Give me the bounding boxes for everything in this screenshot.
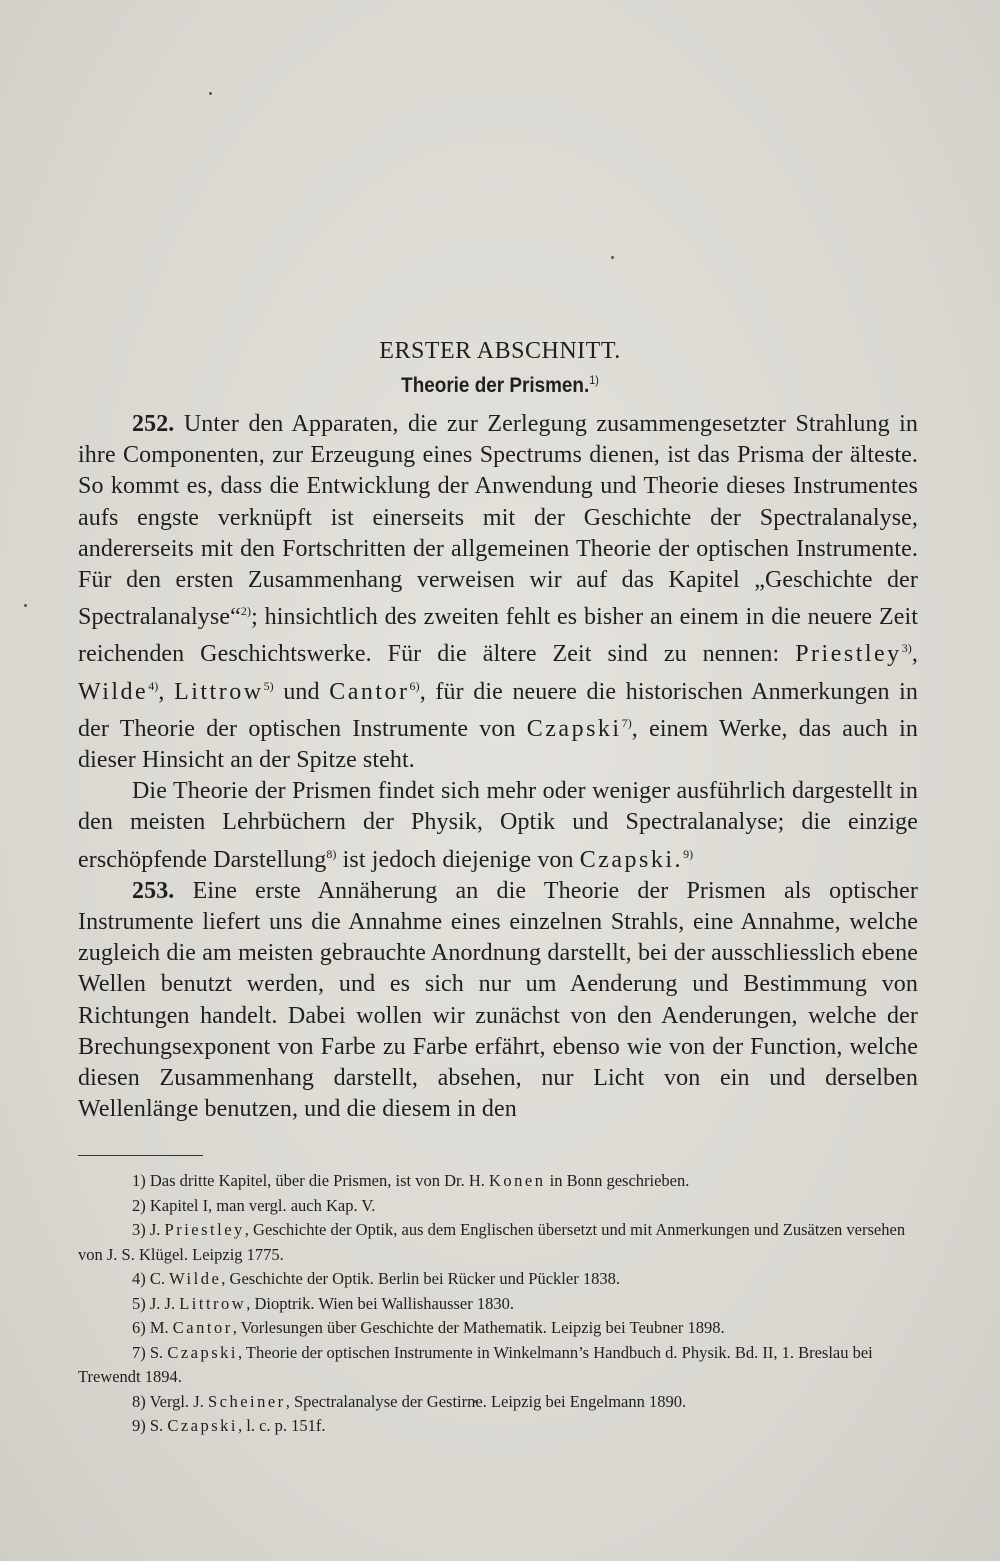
footnote-mark: 3) (132, 1220, 146, 1239)
footnotes (78, 1169, 920, 1439)
chapter-title (50, 373, 950, 398)
text-run: und (273, 678, 330, 705)
footnote-mark: 8) (132, 1391, 146, 1411)
footnote-ref: 6) (409, 678, 420, 693)
author-name: Czapski. (579, 846, 684, 873)
text-run: Unter den Apparaten, die zur Zerlegung zusammengesetzter Strahlung in ihre Componenten, zur Erzeugung eines Spectrums dienen, ist das Prisma der älteste. So kommt es, dass die Entwicklung der Anwendung und Theorie dieses Instrumentes aufs engste verknüpft ist einerseits mit der Geschichte der Spectralanalyse, andererseits mit den Fortschritten der allgemeinen Theorie der optischen Instrumente. Für den ersten Zusammenhang verweisen wir auf das Kapitel „Geschichte der Spectralanalyse“ (78, 411, 918, 631)
footnote-text: J. (145, 1220, 165, 1239)
text-run: Eine erste Annäherung an die Theorie der Prismen als optischer Instrumente liefert uns die Annahme eines einzelnen Strahls, eine Annahme, welche zugleich die am meisten gebrauchte Anordnung darstellt, bei der ausschliesslich ebene Wellen benutzt werden, und es sich nur um Aenderung und Bestimmung von Richtungen handelt. Dabei wollen wir zunächst von den Aenderungen, welche der Brechungsexponent von Farbe zu Farbe erfährt, ebenso wie von der Function, welche diesen Zusammenhang darstellt, absehen, nur Licht von ein und derselben Wellenlänge benutzen, und die diesem in den (78, 877, 918, 1123)
text-run: Die Theorie der Prismen findet sich mehr oder weniger ausführlich dargestellt in den meisten Lehrbüchern der Physik, Optik und Spectralanalyse; die einzige erschöpfende Darstellung (78, 778, 918, 873)
footnote-4 (78, 1267, 920, 1292)
section-number: 252. (132, 411, 175, 437)
footnote-2 (78, 1194, 920, 1219)
section-number: 253. (132, 877, 175, 904)
author-name: Czapski (526, 715, 622, 742)
footnote-text: Vergl. J. (145, 1391, 208, 1411)
footnote-3 (78, 1218, 920, 1267)
paragraph-252 (78, 409, 918, 776)
footnote-5 (78, 1292, 920, 1317)
footnote-1 (78, 1169, 920, 1194)
footnote-6 (78, 1316, 920, 1341)
footnote-author: Konen (489, 1171, 546, 1190)
chapter-title-text: Theorie der Prismen. (401, 374, 590, 397)
text-run: , für die neuere die historischen Anmerkungen in der Theorie der optischen Instrumente von (78, 678, 918, 742)
footnote-author: Czapski (167, 1342, 238, 1362)
footnote-text: S. (145, 1416, 168, 1435)
paper-speck (24, 604, 27, 607)
footnote-text: , Spectralanalyse der Gestirne. Leipzig bei Engelmann 1890. (285, 1391, 687, 1411)
author-name: Wilde (78, 678, 149, 705)
author-name: Priestley (795, 641, 902, 668)
footnote-ref: 9) (683, 846, 694, 861)
footnote-text: , Geschichte der Optik, aus dem Englischen übersetzt und mit Anmerkungen und Zusätzen versehen von J. S. Klügel. Leipzig 1775. (78, 1220, 906, 1264)
author-name: Cantor (329, 678, 410, 705)
footnote-mark: 2) (132, 1195, 146, 1215)
footnote-text: , l. c. p. 151f. (237, 1416, 326, 1435)
text-run: ; hinsichtlich des zweiten fehlt es bisher an einem in die neuere Zeit reichenden Geschichtswerke. Für die ältere Zeit sind zu nennen: (78, 604, 918, 668)
footnote-author: Priestley (164, 1220, 245, 1239)
footnote-text: Das dritte Kapitel, über die Prismen, ist von Dr. H. (145, 1171, 489, 1190)
footnote-text: , Dioptrik. Wien bei Wallishausser 1830. (246, 1293, 514, 1313)
footnote-mark: 5) (132, 1293, 146, 1313)
footnote-8 (78, 1390, 920, 1415)
paragraph-253 (78, 876, 918, 1126)
footnote-author: Czapski (167, 1416, 238, 1435)
paper-speck (209, 92, 212, 95)
footnote-ref: 5) (263, 678, 274, 693)
footnote-mark: 6) (132, 1318, 146, 1337)
text-run: , (911, 641, 918, 668)
footnote-author: Littrow (179, 1293, 247, 1313)
footnote-text: S. (145, 1342, 168, 1362)
footnote-ref: 1) (589, 373, 599, 387)
body-text (78, 409, 918, 1125)
footnote-text: in Bonn geschrieben. (545, 1171, 690, 1190)
footnote-ref: 3) (901, 641, 912, 656)
footnote-text: C. (145, 1269, 170, 1288)
footnote-text: Kapitel I, man vergl. auch Kap. V. (145, 1195, 376, 1215)
footnote-ref: 4) (148, 678, 159, 693)
footnote-divider (78, 1155, 203, 1156)
footnote-author: Wilde (169, 1269, 222, 1288)
footnote-author: Cantor (172, 1318, 233, 1337)
footnote-ref: 7) (621, 715, 632, 730)
footnote-7 (78, 1341, 920, 1390)
footnote-text: , Theorie der optischen Instrumente in Winkelmann’s Handbuch d. Physik. Bd. II, 1. Breslau bei Trewendt 1894. (78, 1342, 873, 1386)
footnote-mark: 9) (132, 1416, 146, 1435)
footnote-author: Scheiner (207, 1391, 286, 1411)
footnote-text: , Vorlesungen über Geschichte der Mathematik. Leipzig bei Teubner 1898. (232, 1318, 725, 1337)
footnote-mark: 1) (132, 1171, 146, 1190)
footnote-ref: 8) (326, 846, 337, 861)
footnote-ref: 2) (240, 604, 252, 619)
paragraph-252-continued (78, 776, 918, 876)
footnote-text: , Geschichte der Optik. Berlin bei Rücker und Pückler 1838. (221, 1269, 620, 1288)
text-run: , (158, 678, 175, 705)
footnote-mark: 4) (132, 1269, 146, 1288)
section-heading: ERSTER ABSCHNITT. (379, 338, 621, 364)
footnote-text: J. J. (145, 1293, 180, 1313)
footnote-text: M. (145, 1318, 173, 1337)
paper-speck (611, 256, 614, 259)
footnote-mark: 7) (132, 1342, 146, 1362)
text-run: , einem Werke, das auch in dieser Hinsicht an der Spitze steht. (78, 715, 918, 774)
footnote-9 (78, 1414, 920, 1439)
author-name: Littrow (174, 678, 264, 705)
text-run: ist jedoch diejenige von (336, 846, 580, 873)
